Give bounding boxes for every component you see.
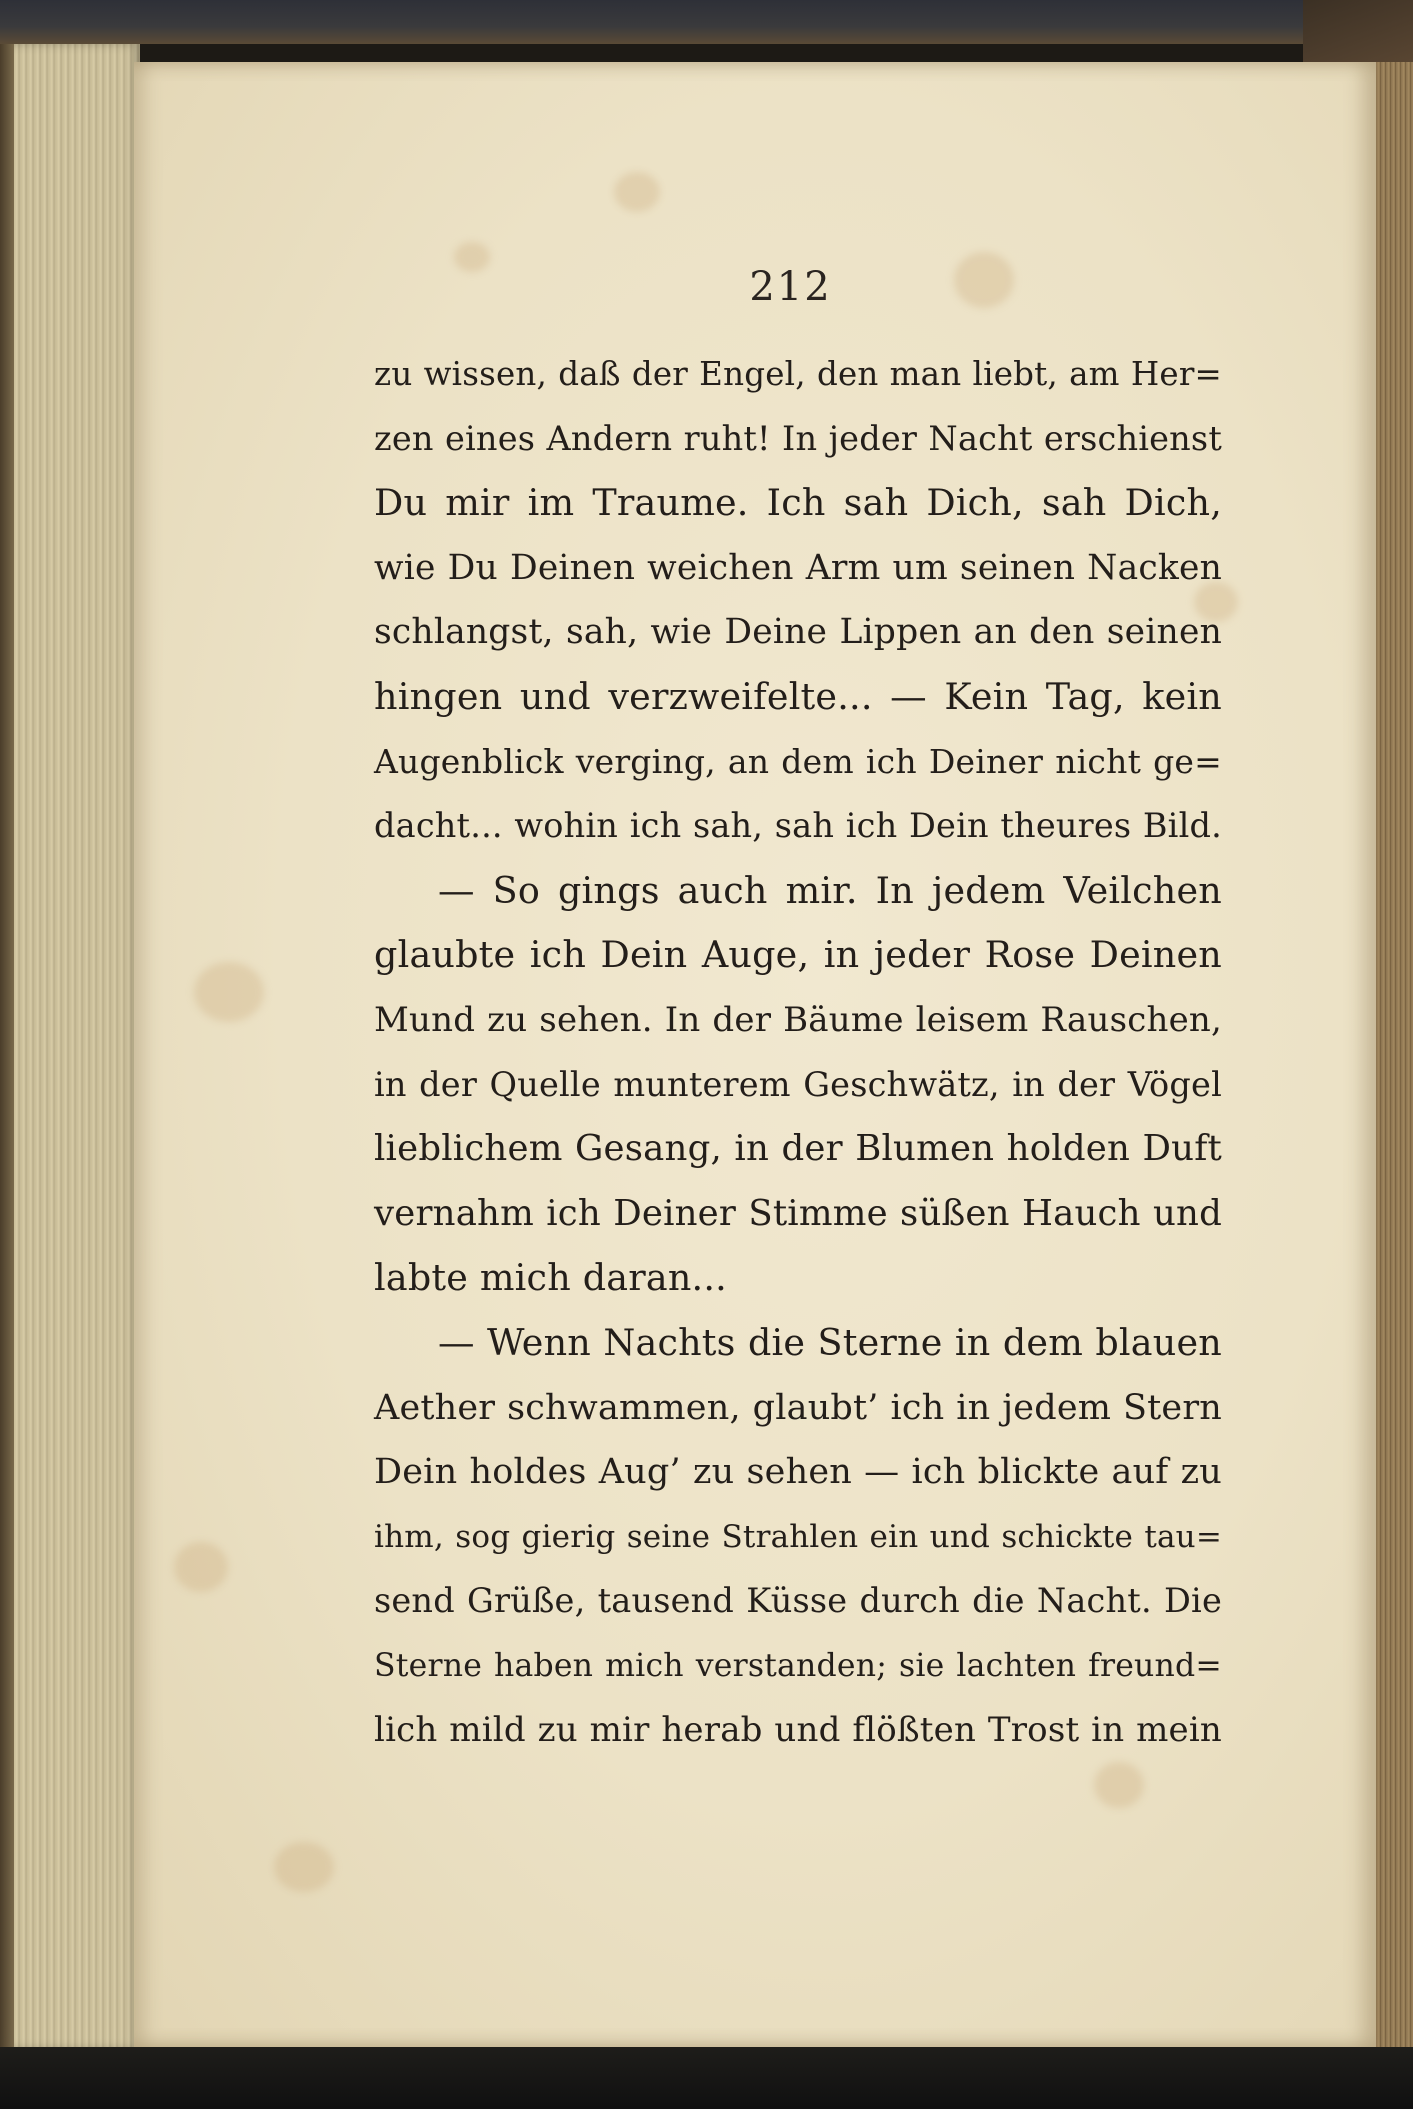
text-line: Sterne haben mich verstanden; sie lachten freund= bbox=[374, 1647, 1222, 1684]
text-line: send Grüße, tausend Küsse durch die Nacht. Die bbox=[374, 1581, 1222, 1621]
foxing-stain bbox=[274, 1842, 334, 1892]
text-line: — So gings auch mir. In jedem Veilchen bbox=[438, 868, 1222, 912]
page-stack-edges bbox=[0, 44, 140, 2049]
text-line: vernahm ich Deiner Stimme süßen Hauch und bbox=[374, 1192, 1222, 1234]
text-line: lieblichem Gesang, in der Blumen holden Duft bbox=[374, 1128, 1222, 1170]
book-cover-corner bbox=[1303, 0, 1413, 70]
text-line: Dein holdes Aug’ zu sehen — ich blickte auf zu bbox=[374, 1452, 1222, 1493]
text-line: ihm, sog gierig seine Strahlen ein und schickte tau= bbox=[374, 1518, 1222, 1555]
foxing-stain bbox=[614, 172, 660, 212]
book-bottom-background bbox=[0, 2047, 1413, 2109]
text-line: zen eines Andern ruht! In jeder Nacht erschienst bbox=[374, 418, 1222, 458]
text-line: zu wissen, daß der Engel, den man liebt, am Her= bbox=[374, 355, 1222, 393]
foxing-stain bbox=[174, 1542, 228, 1592]
text-line: Du mir im Traume. Ich sah Dich, sah Dich, bbox=[374, 481, 1222, 525]
foxing-stain bbox=[1094, 1762, 1144, 1808]
text-line: schlangst, sah, wie Deine Lippen an den seinen bbox=[374, 612, 1222, 653]
text-line: Augenblick verging, an dem ich Deiner nicht ge= bbox=[374, 741, 1222, 781]
opposite-page-edge bbox=[1376, 62, 1413, 2047]
text-line: glaubte ich Dein Auge, in jeder Rose Deinen bbox=[374, 933, 1222, 977]
text-line: Mund zu sehen. In der Bäume leisem Rauschen, bbox=[374, 999, 1222, 1040]
book-binding-edge bbox=[0, 44, 14, 2049]
text-line: in der Quelle munterem Geschwätz, in der Vögel bbox=[374, 1064, 1222, 1104]
page-number: 212 bbox=[749, 264, 832, 310]
book-top-background bbox=[0, 0, 1413, 44]
text-line: Aether schwammen, glaubt’ ich in jedem Stern bbox=[374, 1387, 1222, 1428]
text-line: lich mild zu mir herab und flößten Trost in mein bbox=[374, 1710, 1222, 1751]
text-line: hingen und verzweifelte... — Kein Tag, kein bbox=[374, 674, 1222, 718]
foxing-stain bbox=[194, 962, 264, 1022]
body-text bbox=[374, 342, 1222, 1763]
text-line: — Wenn Nachts die Sterne in dem blauen bbox=[438, 1320, 1222, 1364]
text-line: dacht... wohin ich sah, sah ich Dein theures Bild. bbox=[374, 806, 1222, 846]
text-line: wie Du Deinen weichen Arm um seinen Nacken bbox=[374, 547, 1222, 588]
text-line: labte mich daran... bbox=[374, 1256, 727, 1300]
